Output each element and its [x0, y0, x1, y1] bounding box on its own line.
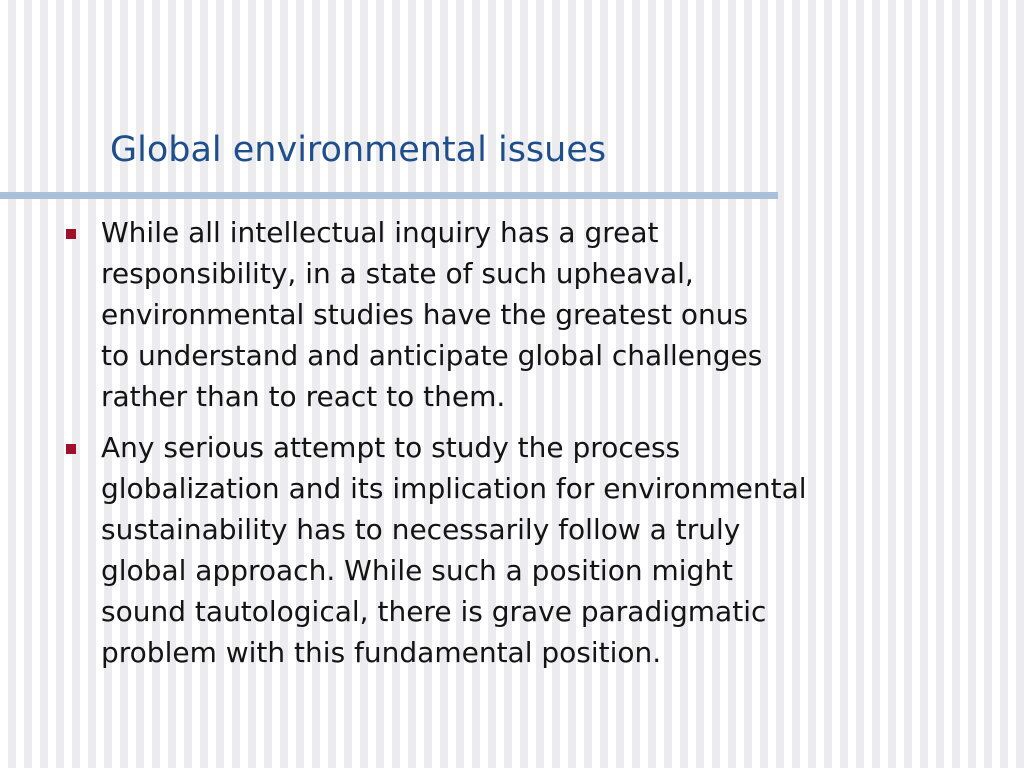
- bullet-text: While all intellectual inquiry has a great responsibility, in a state of such upheaval, environmental studies have the greatest onus to understand and anticipate global challenges rather than to react to them.: [101, 216, 763, 413]
- square-bullet-icon: [66, 444, 76, 454]
- bullet-text: Any serious attempt to study the process globalization and its implication for environmental sustainability has to necessarily follow a truly global approach. While such a position might sound tautological, there is grave paradigmatic problem with this fundamental position.: [101, 431, 807, 669]
- square-bullet-icon: [66, 229, 76, 239]
- bullet-list: [58, 212, 998, 683]
- bullet-item: [58, 212, 998, 417]
- bullet-item: [58, 427, 998, 673]
- slide-title: Global environmental issues: [110, 130, 607, 170]
- title-underline-rule: [0, 192, 778, 199]
